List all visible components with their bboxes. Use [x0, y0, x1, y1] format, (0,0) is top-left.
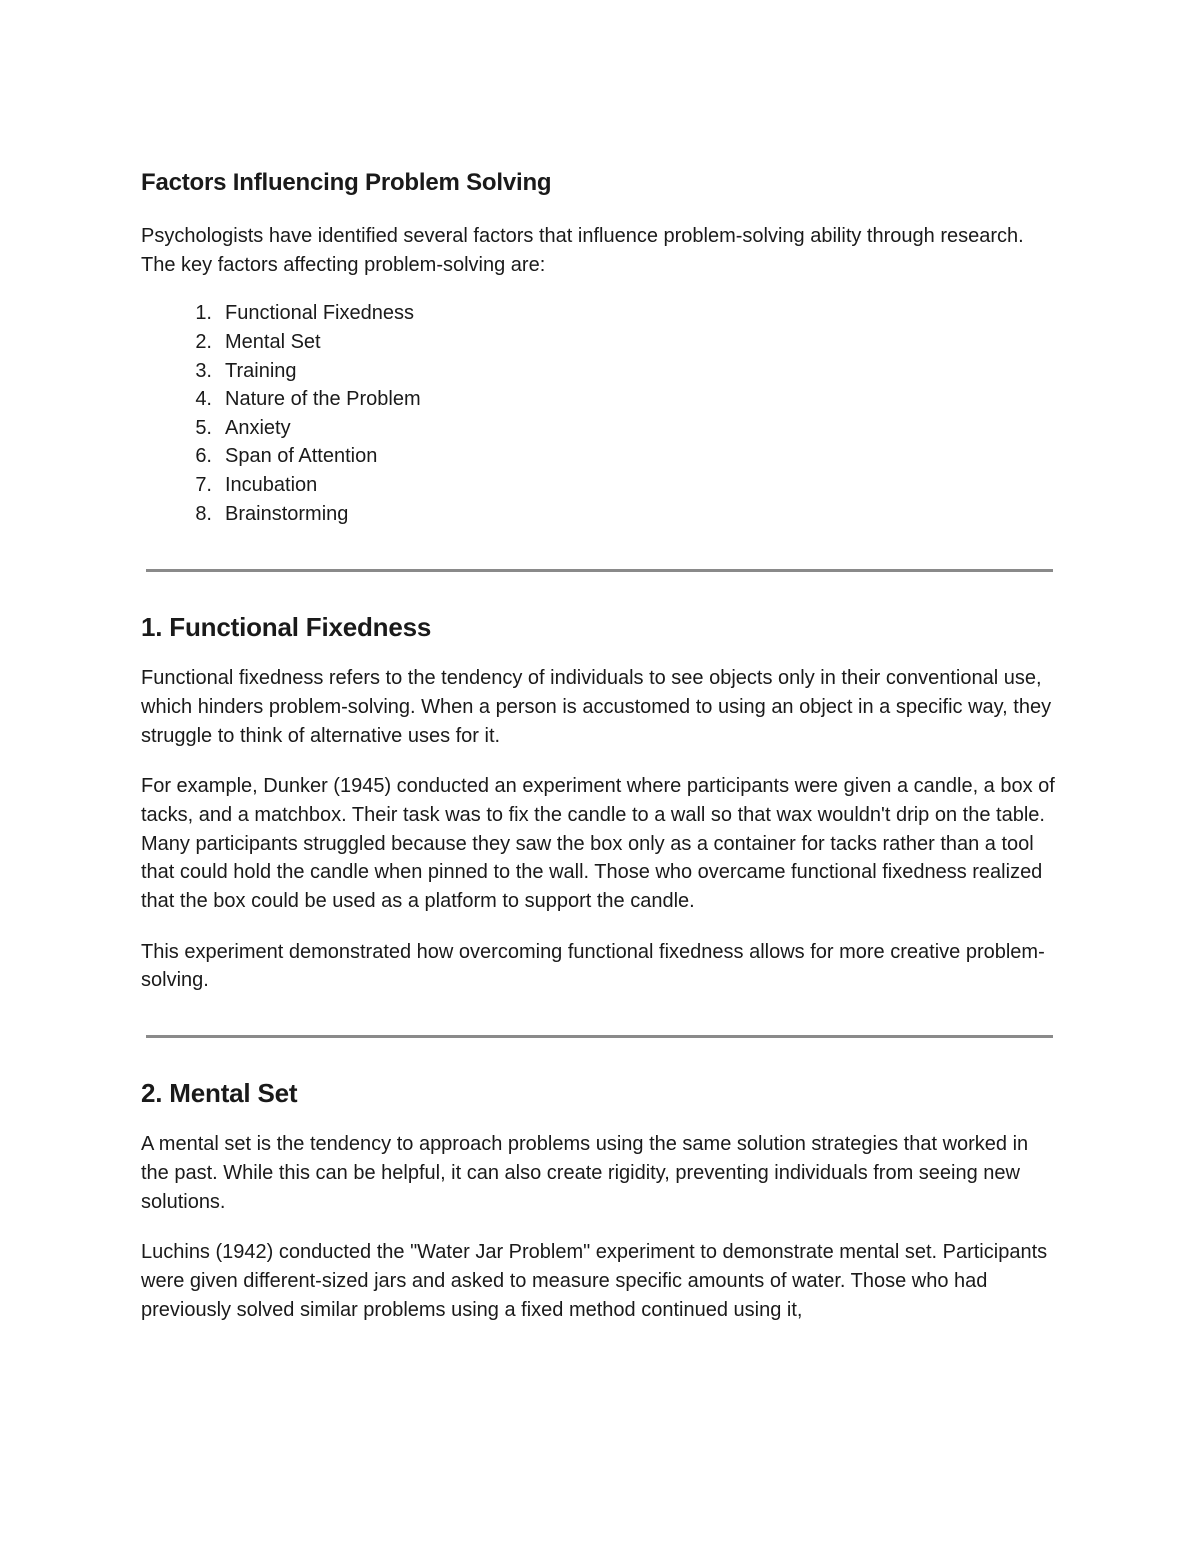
section-paragraph: This experiment demonstrated how overcoming functional fixedness allows for more creative problem-solving. — [141, 940, 1045, 992]
list-item: 6. Span of Attention — [195, 445, 378, 468]
section-paragraph: Luchins (1942) conducted the "Water Jar Problem" experiment to demonstrate mental set. Participants were given different-sized jars and asked to measure specific amounts of water. Those who had previously solved similar problems using a fixed method continued using it, — [141, 1241, 1048, 1321]
section-paragraph: A mental set is the tendency to approach problems using the same solution strategies that worked in the past. While this can be helpful, it can also create rigidity, preventing individuals from seeing new solutions. — [141, 1133, 1029, 1213]
section-heading: 1. Functional Fixedness — [141, 612, 432, 643]
section-functional-fixedness — [141, 610, 1056, 995]
factors-list — [141, 299, 1056, 528]
section-paragraph: For example, Dunker (1945) conducted an experiment where participants were given a candle, a box of tacks, and a matchbox. Their task was to fix the candle to a wall so that wax wouldn't drip on the table. Many participants struggled because they saw the box only as a container for tacks rather than a tool that could hold the candle when pinned to the wall. Those who overcame functional fixedness realized that the box could be used as a platform to support the candle. — [141, 775, 1055, 913]
list-item: 7. Incubation — [195, 473, 318, 496]
section-mental-set — [141, 1076, 1056, 1324]
list-item: 8. Brainstorming — [195, 502, 349, 525]
list-item: 4. Nature of the Problem — [195, 388, 421, 411]
list-item: 2. Mental Set — [195, 331, 321, 353]
list-item: 3. Training — [195, 359, 297, 382]
section-paragraph: Functional fixedness refers to the tendency of individuals to see objects only in their conventional use, which hinders problem-solving. When a person is accustomed to using an object in a specific way, they struggle to think of alternative uses for it. — [141, 667, 1052, 747]
page-title: Factors Influencing Problem Solving — [141, 169, 552, 196]
document-page — [141, 166, 1056, 1346]
list-item: 5. Anxiety — [195, 416, 291, 439]
section-heading: 2. Mental Set — [141, 1078, 298, 1109]
list-item: 1. Functional Fixedness — [195, 302, 414, 325]
intro-paragraph: Psychologists have identified several factors that influence problem-solving ability through research. The key factors affecting problem-solving are: — [141, 225, 1024, 276]
